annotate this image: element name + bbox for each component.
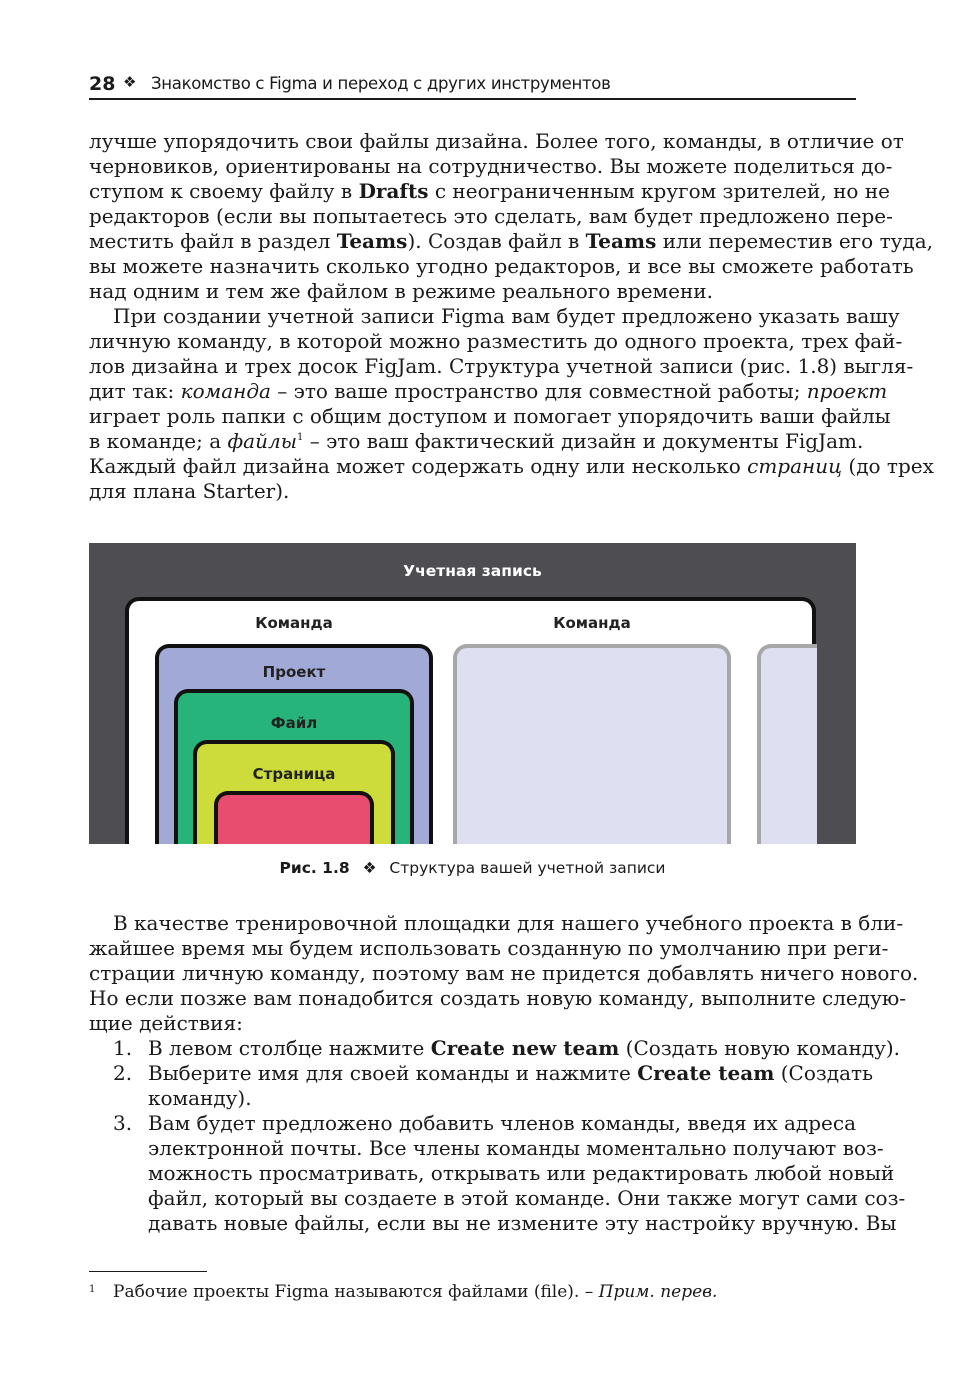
- text-line: Каждый файл дизайна может содержать одну или несколько страниц (до трех: [89, 454, 934, 478]
- text-line: дит так: команда – это ваше пространство для совместной работы; проект: [89, 379, 888, 403]
- running-header: [89, 70, 856, 100]
- text-line: страции личную команду, поэтому вам не придется добавлять ничего нового.: [89, 961, 919, 985]
- text-line: ступом к своему файлу в Drafts с неограниченным кругом зрителей, но не: [89, 179, 890, 203]
- term-teams: Teams: [585, 229, 657, 253]
- list-number: 2.: [113, 1061, 133, 1085]
- text-line: личную команду, в которой можно разместить до одного проекта, трех фай-: [89, 329, 903, 353]
- diamond-icon: ❖: [362, 859, 377, 877]
- term-teams: Teams: [336, 229, 408, 253]
- text-line: играет роль папки с общим доступом и помогает упорядочить ваши файлы: [89, 404, 891, 428]
- text-line: в команде; а файлы$^1$ – это ваш фактический дизайн и документы FigJam.: [89, 429, 864, 453]
- paragraph-1: [89, 129, 933, 304]
- file-label: Файл: [270, 714, 318, 732]
- text-line: над одним и тем же файлом в режиме реального времени.: [89, 279, 713, 303]
- figure-number: Рис. 1.8: [279, 859, 350, 877]
- text-line: файл, который вы создаете в этой команде. Они также могут сами соз-: [148, 1186, 906, 1210]
- footnote-text: Рабочие проекты Figma называются файлами (file). – Прим. перев.: [113, 1282, 718, 1302]
- caption-text: Структура вашей учетной записи: [389, 859, 666, 877]
- text-line: Выберите имя для своей команды и нажмите Create team (Создать: [148, 1061, 873, 1085]
- footnote-ref: 1: [296, 432, 304, 443]
- text-line: электронной почты. Все члены команды моментально получают воз-: [148, 1136, 884, 1160]
- team-placeholder-2: [453, 644, 731, 844]
- page-label: Страница: [252, 765, 336, 783]
- text-line: В качестве тренировочной площадки для нашего учебного проекта в бли-: [113, 911, 904, 935]
- text-line: можность просматривать, открывать или редактировать любой новый: [148, 1161, 895, 1185]
- footnote-rule: [89, 1271, 207, 1272]
- diamond-icon: ❖: [123, 73, 137, 91]
- team-placeholder-3: [757, 644, 817, 844]
- list-number: 3.: [113, 1111, 133, 1135]
- project-label: Проект: [262, 663, 326, 681]
- list-number: 1.: [113, 1036, 133, 1060]
- team-label-1: Команда: [255, 614, 333, 632]
- text-line: лов дизайна и трех досок FigJam. Структура учетной записи (рис. 1.8) выгля-: [89, 354, 914, 378]
- inner-box: [214, 791, 374, 844]
- text-line: команду).: [148, 1086, 252, 1110]
- account-label: Учетная запись: [403, 562, 542, 580]
- text-line: черновиков, ориентированы на сотрудничество. Вы можете поделиться до-: [89, 154, 893, 178]
- text-line: Вам будет предложено добавить членов команды, введя их адреса: [148, 1111, 856, 1135]
- text-line: для плана Starter).: [89, 479, 290, 503]
- running-title: Знакомство с Figma и переход с других инструментов: [151, 74, 611, 93]
- term-drafts: Drafts: [358, 179, 429, 203]
- text-line: местить файл в раздел Teams). Создав файл в Teams или переместив его туда,: [89, 229, 933, 253]
- text-line: жайшее время мы будем использовать созданную по умолчанию при реги-: [89, 936, 889, 960]
- footnote-mark: 1: [89, 1284, 96, 1295]
- text-line: давать новые файлы, если вы не измените эту настройку вручную. Вы: [148, 1211, 897, 1235]
- paragraph-2: [89, 304, 934, 504]
- team-label-2: Команда: [553, 614, 631, 632]
- figure-caption: [89, 859, 856, 877]
- page-number: 28: [89, 73, 116, 95]
- text-line: редакторов (если вы попытаетесь это сделать, вам будет предложено пере-: [89, 204, 893, 228]
- text-line: лучше упорядочить свои файлы дизайна. Более того, команды, в отличие от: [89, 129, 904, 153]
- text-line: Но если позже вам понадобится создать новую команду, выполните следую-: [89, 986, 907, 1010]
- text-line: В левом столбце нажмите Create new team (Создать новую команду).: [148, 1036, 901, 1060]
- text-line: вы можете назначить сколько угодно редакторов, и все вы сможете работать: [89, 254, 914, 278]
- account-structure-diagram: [89, 543, 856, 844]
- text-line: щие действия:: [89, 1011, 243, 1035]
- paragraph-3: [89, 911, 919, 1036]
- text-line: При создании учетной записи Figma вам будет предложено указать вашу: [113, 304, 900, 328]
